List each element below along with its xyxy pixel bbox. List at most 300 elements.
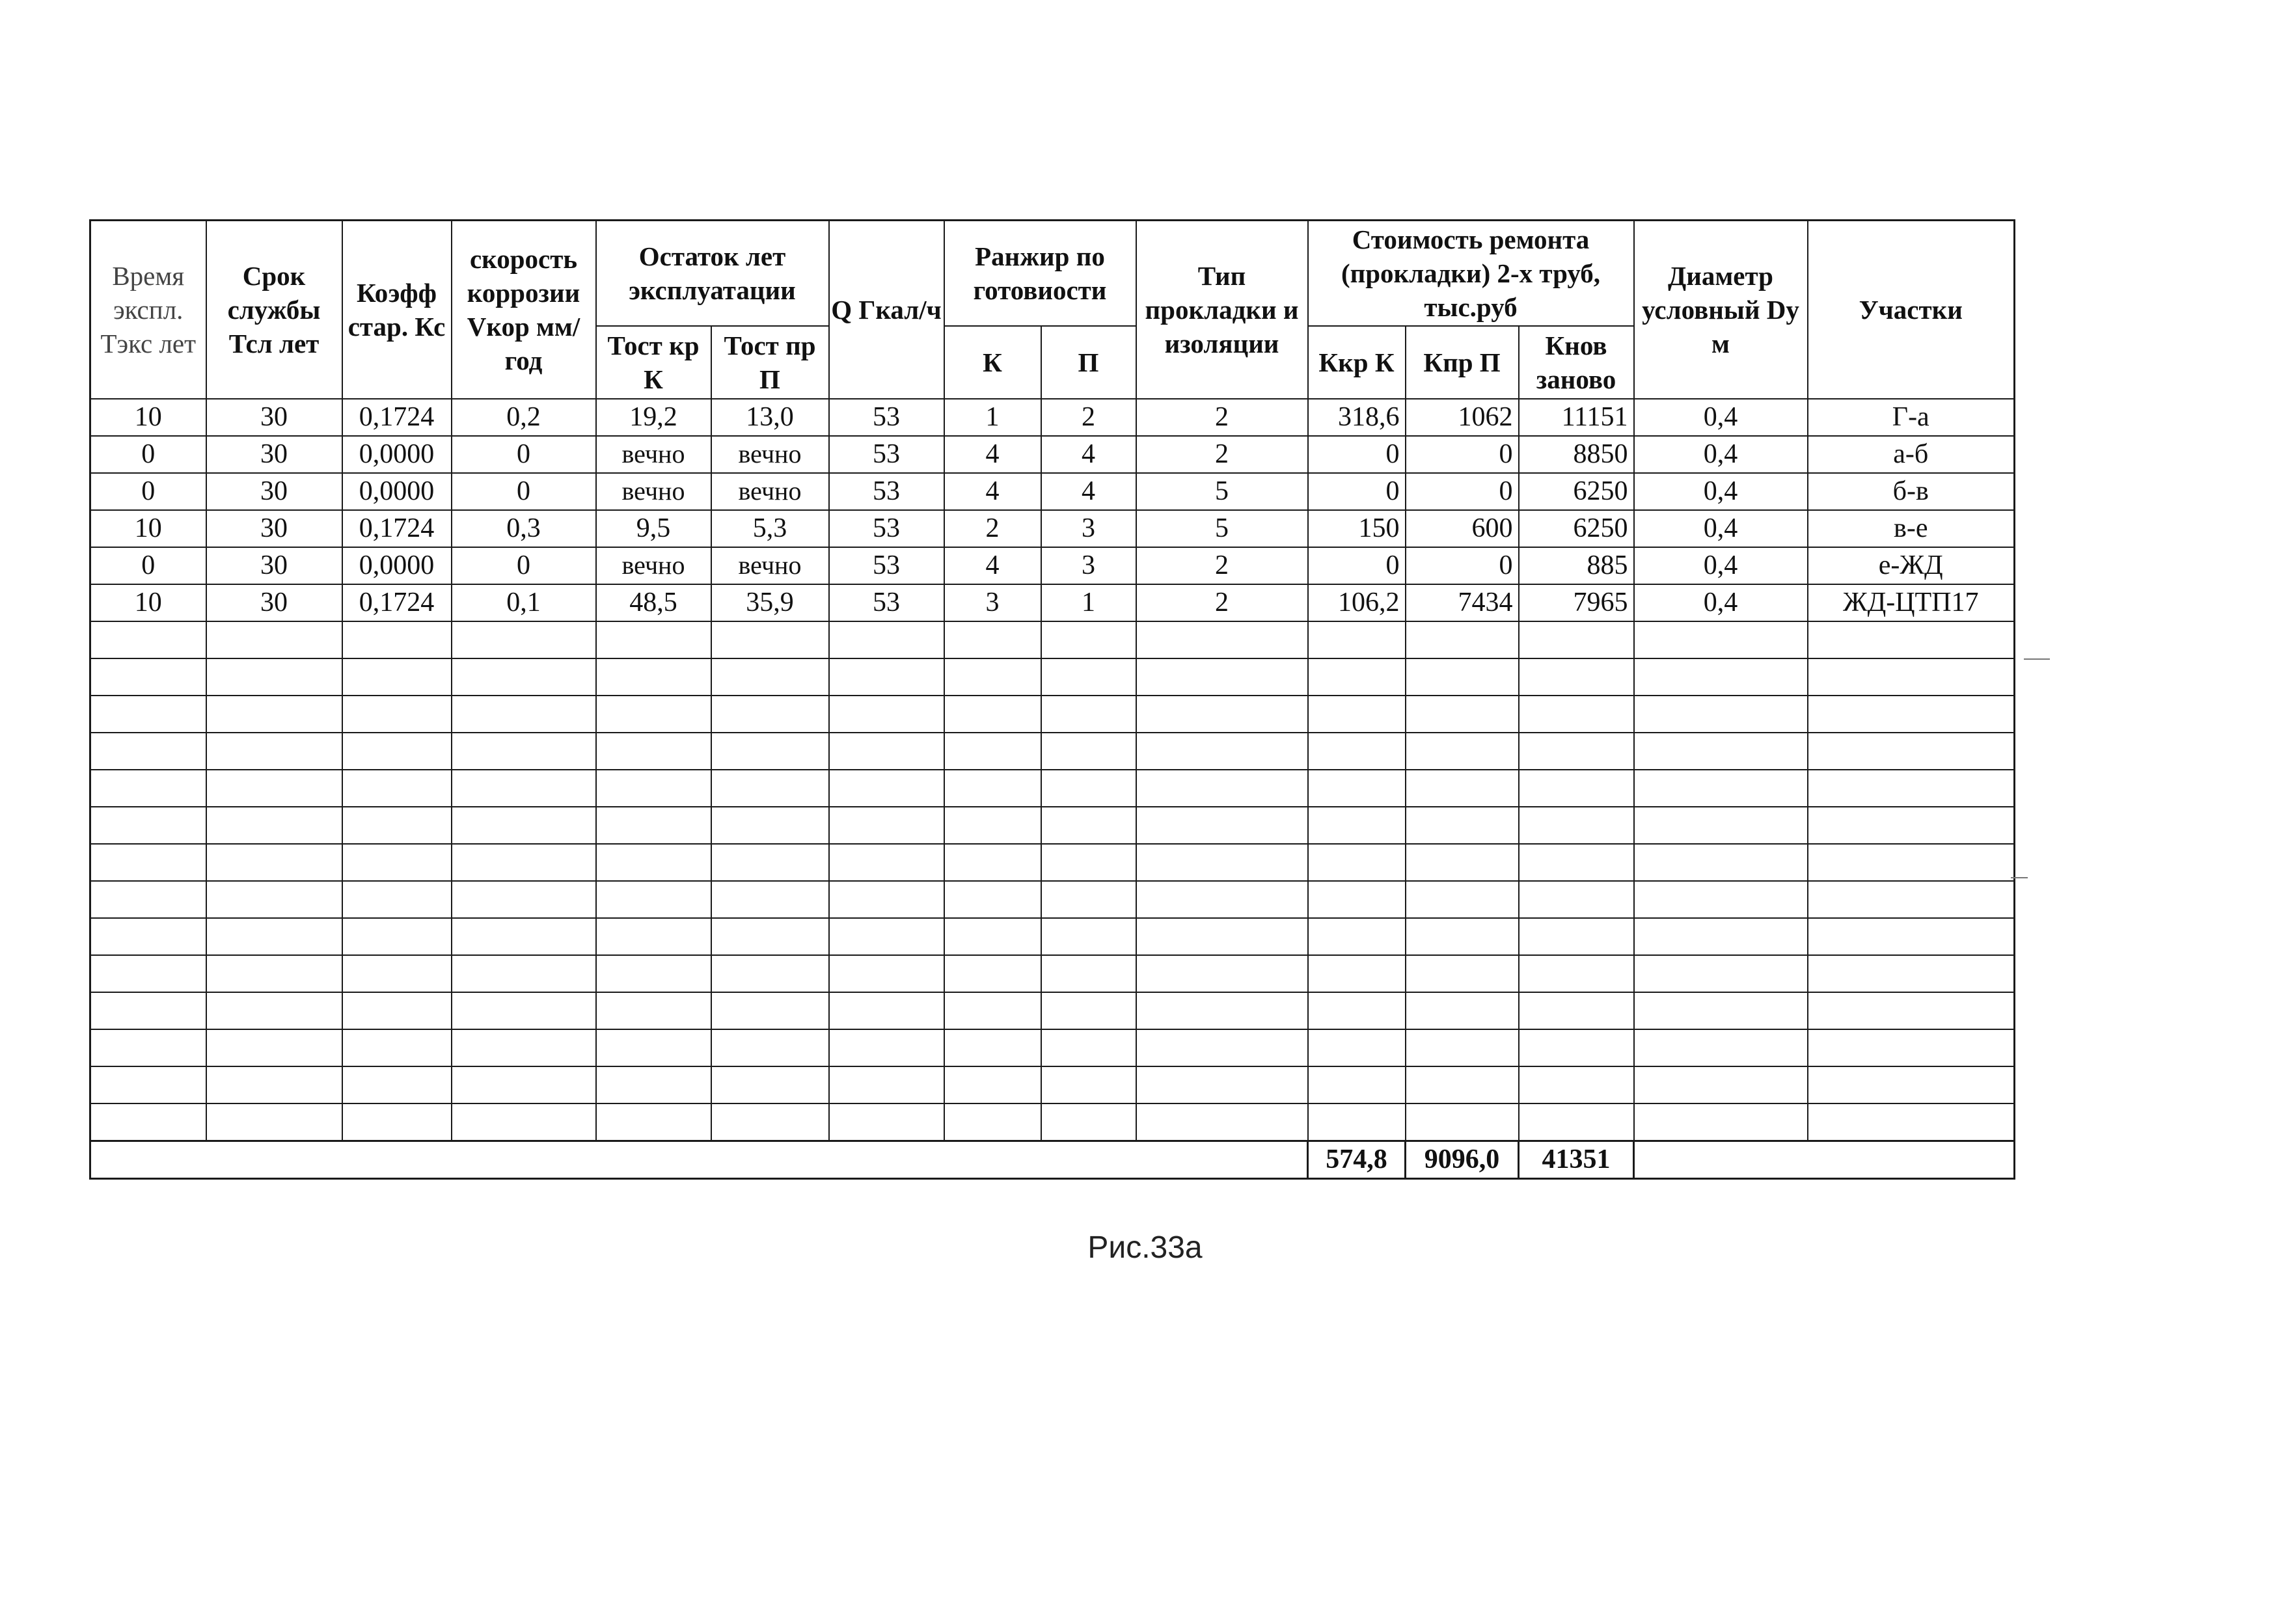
table-cell: 0,4: [1634, 584, 1808, 621]
empty-cell: [829, 1066, 944, 1103]
empty-cell: [1041, 955, 1136, 992]
empty-cell: [1136, 844, 1308, 881]
empty-cell: [90, 1103, 206, 1141]
empty-cell: [1634, 844, 1808, 881]
empty-cell: [90, 918, 206, 955]
margin-tick-mark: [2024, 658, 2050, 660]
table-cell: вечно: [711, 436, 829, 473]
empty-cell: [711, 658, 829, 696]
table-cell: 2: [1136, 399, 1308, 436]
header-cost-new: Кнов заново: [1519, 326, 1634, 399]
empty-cell: [944, 955, 1041, 992]
empty-cell: [1041, 881, 1136, 918]
empty-cell: [1634, 621, 1808, 658]
empty-cell: [711, 1103, 829, 1141]
empty-cell: [90, 658, 206, 696]
empty-row: [90, 881, 2015, 918]
empty-cell: [711, 1066, 829, 1103]
empty-row: [90, 1103, 2015, 1141]
empty-cell: [1136, 992, 1308, 1029]
empty-cell: [829, 844, 944, 881]
empty-row: [90, 955, 2015, 992]
empty-cell: [1808, 658, 2015, 696]
table-cell: 106,2: [1308, 584, 1406, 621]
empty-cell: [1406, 770, 1519, 807]
empty-cell: [1519, 955, 1634, 992]
table-cell: 10: [90, 584, 206, 621]
empty-cell: [1136, 770, 1308, 807]
empty-cell: [944, 696, 1041, 733]
empty-cell: [1519, 733, 1634, 770]
table-cell: 30: [206, 399, 342, 436]
empty-cell: [90, 955, 206, 992]
empty-cell: [1406, 918, 1519, 955]
empty-cell: [1308, 1066, 1406, 1103]
empty-row: [90, 770, 2015, 807]
empty-cell: [1519, 844, 1634, 881]
empty-cell: [206, 621, 342, 658]
totals-row: [90, 1141, 2015, 1178]
table-cell: 0: [1308, 547, 1406, 584]
empty-cell: [944, 881, 1041, 918]
table-row: [90, 473, 2015, 510]
empty-cell: [944, 844, 1041, 881]
empty-cell: [1519, 1066, 1634, 1103]
table-cell: 30: [206, 510, 342, 547]
empty-cell: [90, 1029, 206, 1066]
empty-cell: [1808, 696, 2015, 733]
table-row: [90, 436, 2015, 473]
empty-cell: [1406, 881, 1519, 918]
empty-cell: [342, 881, 452, 918]
table-cell: 53: [829, 399, 944, 436]
margin-tick-mark: [2011, 877, 2028, 878]
table-cell: в-е: [1808, 510, 2015, 547]
empty-cell: [1808, 881, 2015, 918]
table-cell: 0: [1308, 436, 1406, 473]
empty-cell: [342, 955, 452, 992]
empty-cell: [90, 621, 206, 658]
table-cell: вечно: [711, 473, 829, 510]
empty-row: [90, 918, 2015, 955]
empty-cell: [206, 881, 342, 918]
empty-cell: [829, 1029, 944, 1066]
empty-cell: [1406, 807, 1519, 844]
empty-cell: [342, 1103, 452, 1141]
empty-row: [90, 1066, 2015, 1103]
empty-cell: [1308, 733, 1406, 770]
table-cell: 53: [829, 473, 944, 510]
header-rank-k: К: [944, 326, 1041, 399]
empty-cell: [206, 1103, 342, 1141]
empty-cell: [206, 992, 342, 1029]
table-cell: 7434: [1406, 584, 1519, 621]
totals-spacer: [90, 1141, 1308, 1178]
table-cell: 4: [944, 473, 1041, 510]
table-cell: 5: [1136, 510, 1308, 547]
header-diameter: Диаметр условный Dy м: [1634, 221, 1808, 399]
empty-cell: [342, 1066, 452, 1103]
table-cell: 0,1: [452, 584, 596, 621]
empty-cell: [711, 918, 829, 955]
figure-caption: Рис.33а: [1087, 1230, 1203, 1265]
header-repair-cost: Стоимость ремонта (прокладки) 2-х труб, тыс.руб: [1308, 221, 1634, 326]
empty-cell: [206, 1066, 342, 1103]
table-cell: 10: [90, 510, 206, 547]
empty-cell: [342, 807, 452, 844]
empty-cell: [452, 621, 596, 658]
table-cell: 0: [452, 547, 596, 584]
table-cell: 53: [829, 436, 944, 473]
empty-cell: [1406, 844, 1519, 881]
empty-cell: [1041, 770, 1136, 807]
table-row: [90, 399, 2015, 436]
empty-cell: [829, 696, 944, 733]
empty-cell: [829, 881, 944, 918]
table-cell: вечно: [596, 547, 711, 584]
table-cell: 0,2: [452, 399, 596, 436]
empty-cell: [1136, 1066, 1308, 1103]
empty-cell: [1808, 1066, 2015, 1103]
table-cell: 0,4: [1634, 473, 1808, 510]
table-cell: 6250: [1519, 510, 1634, 547]
empty-cell: [1308, 992, 1406, 1029]
empty-cell: [1308, 918, 1406, 955]
empty-cell: [1808, 844, 2015, 881]
header-readiness-rank: Ранжир по готовиости: [944, 221, 1136, 326]
empty-cell: [1808, 918, 2015, 955]
empty-cell: [1406, 1066, 1519, 1103]
empty-cell: [711, 807, 829, 844]
empty-cell: [1308, 881, 1406, 918]
header-corrosion-rate: скорость коррозии Vкор мм/год: [452, 221, 596, 399]
empty-cell: [342, 1029, 452, 1066]
table-cell: 2: [1136, 584, 1308, 621]
empty-cell: [1136, 658, 1308, 696]
table-cell: 0,0000: [342, 436, 452, 473]
empty-cell: [206, 1029, 342, 1066]
empty-cell: [1136, 807, 1308, 844]
table-cell: 53: [829, 547, 944, 584]
table-cell: 318,6: [1308, 399, 1406, 436]
empty-cell: [829, 1103, 944, 1141]
table-cell: 0,1724: [342, 510, 452, 547]
table-cell: 0: [452, 436, 596, 473]
empty-cell: [90, 992, 206, 1029]
empty-cell: [1634, 658, 1808, 696]
empty-cell: [452, 992, 596, 1029]
empty-cell: [206, 807, 342, 844]
table-cell: 6250: [1519, 473, 1634, 510]
empty-cell: [1634, 1103, 1808, 1141]
empty-cell: [206, 918, 342, 955]
empty-cell: [206, 844, 342, 881]
table-cell: 30: [206, 584, 342, 621]
empty-cell: [1406, 696, 1519, 733]
empty-cell: [596, 918, 711, 955]
empty-cell: [1808, 770, 2015, 807]
empty-cell: [1308, 955, 1406, 992]
empty-cell: [1136, 733, 1308, 770]
empty-cell: [90, 807, 206, 844]
empty-cell: [1634, 696, 1808, 733]
empty-cell: [1136, 696, 1308, 733]
empty-cell: [1808, 1029, 2015, 1066]
table-cell: 30: [206, 473, 342, 510]
empty-cell: [206, 770, 342, 807]
empty-cell: [206, 696, 342, 733]
empty-cell: [944, 770, 1041, 807]
table-cell: 3: [1041, 547, 1136, 584]
empty-cell: [342, 621, 452, 658]
empty-cell: [1634, 1029, 1808, 1066]
empty-cell: [829, 658, 944, 696]
empty-cell: [1308, 1029, 1406, 1066]
empty-cell: [90, 844, 206, 881]
table-cell: 885: [1519, 547, 1634, 584]
table-cell: 11151: [1519, 399, 1634, 436]
table-cell: 2: [1136, 547, 1308, 584]
empty-cell: [944, 1103, 1041, 1141]
empty-cell: [944, 918, 1041, 955]
totals-spacer: [1634, 1141, 2015, 1178]
empty-cell: [829, 955, 944, 992]
table-cell: 0: [1406, 547, 1519, 584]
table-cell: 5: [1136, 473, 1308, 510]
table-cell: 0,4: [1634, 436, 1808, 473]
empty-cell: [452, 696, 596, 733]
empty-cell: [711, 992, 829, 1029]
empty-cell: [711, 770, 829, 807]
empty-cell: [1808, 1103, 2015, 1141]
table-cell: 30: [206, 436, 342, 473]
empty-cell: [829, 621, 944, 658]
table-cell: 1: [944, 399, 1041, 436]
empty-cell: [596, 844, 711, 881]
header-rank-p: П: [1041, 326, 1136, 399]
empty-cell: [829, 770, 944, 807]
header-laying-type: Тип прокладки и изоляции: [1136, 221, 1308, 399]
table-cell: 10: [90, 399, 206, 436]
table-cell: 150: [1308, 510, 1406, 547]
empty-cell: [1136, 955, 1308, 992]
empty-cell: [1041, 1029, 1136, 1066]
empty-cell: [1308, 658, 1406, 696]
table-cell: вечно: [711, 547, 829, 584]
header-q: Q Гкал/ч: [829, 221, 944, 399]
empty-cell: [1519, 992, 1634, 1029]
table-cell: 0: [90, 547, 206, 584]
table-cell: 0,4: [1634, 399, 1808, 436]
empty-row: [90, 992, 2015, 1029]
repair-cost-table: [89, 219, 2015, 1180]
empty-cell: [711, 955, 829, 992]
empty-cell: [944, 658, 1041, 696]
table-cell: 4: [1041, 473, 1136, 510]
table-cell: 0,1724: [342, 584, 452, 621]
table-cell: 4: [1041, 436, 1136, 473]
empty-cell: [90, 770, 206, 807]
empty-cell: [90, 733, 206, 770]
empty-cell: [1308, 696, 1406, 733]
empty-cell: [596, 807, 711, 844]
empty-cell: [596, 658, 711, 696]
empty-cell: [944, 1029, 1041, 1066]
empty-cell: [1519, 1103, 1634, 1141]
empty-cell: [452, 1029, 596, 1066]
empty-cell: [1808, 992, 2015, 1029]
table-cell: 4: [944, 547, 1041, 584]
empty-cell: [711, 621, 829, 658]
empty-cell: [1634, 955, 1808, 992]
empty-cell: [1041, 733, 1136, 770]
empty-cell: [1519, 621, 1634, 658]
empty-cell: [1634, 1066, 1808, 1103]
table-cell: 1062: [1406, 399, 1519, 436]
table-cell: 0,0000: [342, 473, 452, 510]
empty-cell: [1634, 918, 1808, 955]
empty-cell: [206, 733, 342, 770]
empty-cell: [1519, 696, 1634, 733]
empty-cell: [1634, 733, 1808, 770]
empty-cell: [1136, 1029, 1308, 1066]
empty-cell: [1634, 881, 1808, 918]
header-remaining-p: Тост пр П: [711, 326, 829, 399]
empty-cell: [452, 1103, 596, 1141]
empty-cell: [1308, 621, 1406, 658]
table-cell: 2: [1041, 399, 1136, 436]
total-cost-p: 9096,0: [1406, 1141, 1519, 1178]
empty-cell: [1808, 807, 2015, 844]
empty-cell: [1041, 918, 1136, 955]
table-cell: вечно: [596, 473, 711, 510]
table-row: [90, 584, 2015, 621]
table-cell: 600: [1406, 510, 1519, 547]
table-cell: 8850: [1519, 436, 1634, 473]
header-remaining-k: Тост кр К: [596, 326, 711, 399]
empty-cell: [342, 770, 452, 807]
empty-cell: [452, 955, 596, 992]
table-cell: 0: [1406, 436, 1519, 473]
empty-cell: [1406, 621, 1519, 658]
empty-cell: [944, 621, 1041, 658]
table-cell: б-в: [1808, 473, 2015, 510]
table-cell: 9,5: [596, 510, 711, 547]
table-cell: 0,3: [452, 510, 596, 547]
empty-row: [90, 658, 2015, 696]
empty-cell: [452, 881, 596, 918]
empty-cell: [452, 770, 596, 807]
empty-cell: [829, 807, 944, 844]
header-aging-coef: Коэфф стар. Кс: [342, 221, 452, 399]
empty-cell: [342, 992, 452, 1029]
table-cell: 35,9: [711, 584, 829, 621]
empty-cell: [596, 696, 711, 733]
table-cell: 53: [829, 510, 944, 547]
empty-row: [90, 807, 2015, 844]
empty-cell: [711, 881, 829, 918]
empty-cell: [596, 1066, 711, 1103]
empty-cell: [829, 733, 944, 770]
table-row: [90, 510, 2015, 547]
empty-cell: [1808, 955, 2015, 992]
total-cost-new: 41351: [1519, 1141, 1634, 1178]
table-cell: 2: [944, 510, 1041, 547]
empty-cell: [596, 733, 711, 770]
empty-cell: [1136, 881, 1308, 918]
table-cell: 0: [1308, 473, 1406, 510]
empty-cell: [1519, 807, 1634, 844]
empty-cell: [342, 918, 452, 955]
header-cost-k: Ккр К: [1308, 326, 1406, 399]
empty-row: [90, 733, 2015, 770]
header-time: Время экспл. Тэкс лет: [90, 221, 206, 399]
empty-cell: [1519, 881, 1634, 918]
empty-cell: [452, 733, 596, 770]
empty-cell: [596, 621, 711, 658]
empty-cell: [711, 733, 829, 770]
table-cell: 0,1724: [342, 399, 452, 436]
table-cell: 0,4: [1634, 510, 1808, 547]
table-cell: 0: [90, 436, 206, 473]
empty-cell: [1808, 733, 2015, 770]
empty-cell: [944, 1066, 1041, 1103]
empty-row: [90, 696, 2015, 733]
empty-cell: [596, 1103, 711, 1141]
empty-cell: [1406, 955, 1519, 992]
empty-cell: [596, 992, 711, 1029]
table-cell: 0: [452, 473, 596, 510]
empty-cell: [1308, 1103, 1406, 1141]
empty-cell: [452, 807, 596, 844]
empty-cell: [1634, 807, 1808, 844]
empty-cell: [342, 733, 452, 770]
empty-cell: [1041, 621, 1136, 658]
empty-cell: [1634, 992, 1808, 1029]
table-cell: 30: [206, 547, 342, 584]
table-cell: е-ЖД: [1808, 547, 2015, 584]
empty-cell: [711, 844, 829, 881]
table-row: [90, 547, 2015, 584]
empty-cell: [596, 955, 711, 992]
table-cell: а-б: [1808, 436, 2015, 473]
empty-cell: [711, 696, 829, 733]
table-cell: 0: [1406, 473, 1519, 510]
empty-cell: [342, 696, 452, 733]
table-cell: 2: [1136, 436, 1308, 473]
table-cell: 0,0000: [342, 547, 452, 584]
empty-cell: [1406, 992, 1519, 1029]
empty-cell: [452, 918, 596, 955]
table-cell: 53: [829, 584, 944, 621]
table-cell: 5,3: [711, 510, 829, 547]
empty-cell: [1041, 1066, 1136, 1103]
table-cell: 0,4: [1634, 547, 1808, 584]
empty-cell: [1041, 658, 1136, 696]
empty-cell: [1519, 918, 1634, 955]
empty-cell: [90, 881, 206, 918]
empty-cell: [1041, 1103, 1136, 1141]
table-cell: 0: [90, 473, 206, 510]
table-cell: Г-а: [1808, 399, 2015, 436]
empty-cell: [1041, 992, 1136, 1029]
empty-cell: [90, 696, 206, 733]
empty-cell: [1519, 1029, 1634, 1066]
empty-cell: [1406, 658, 1519, 696]
empty-cell: [1136, 621, 1308, 658]
empty-cell: [342, 844, 452, 881]
empty-cell: [452, 1066, 596, 1103]
